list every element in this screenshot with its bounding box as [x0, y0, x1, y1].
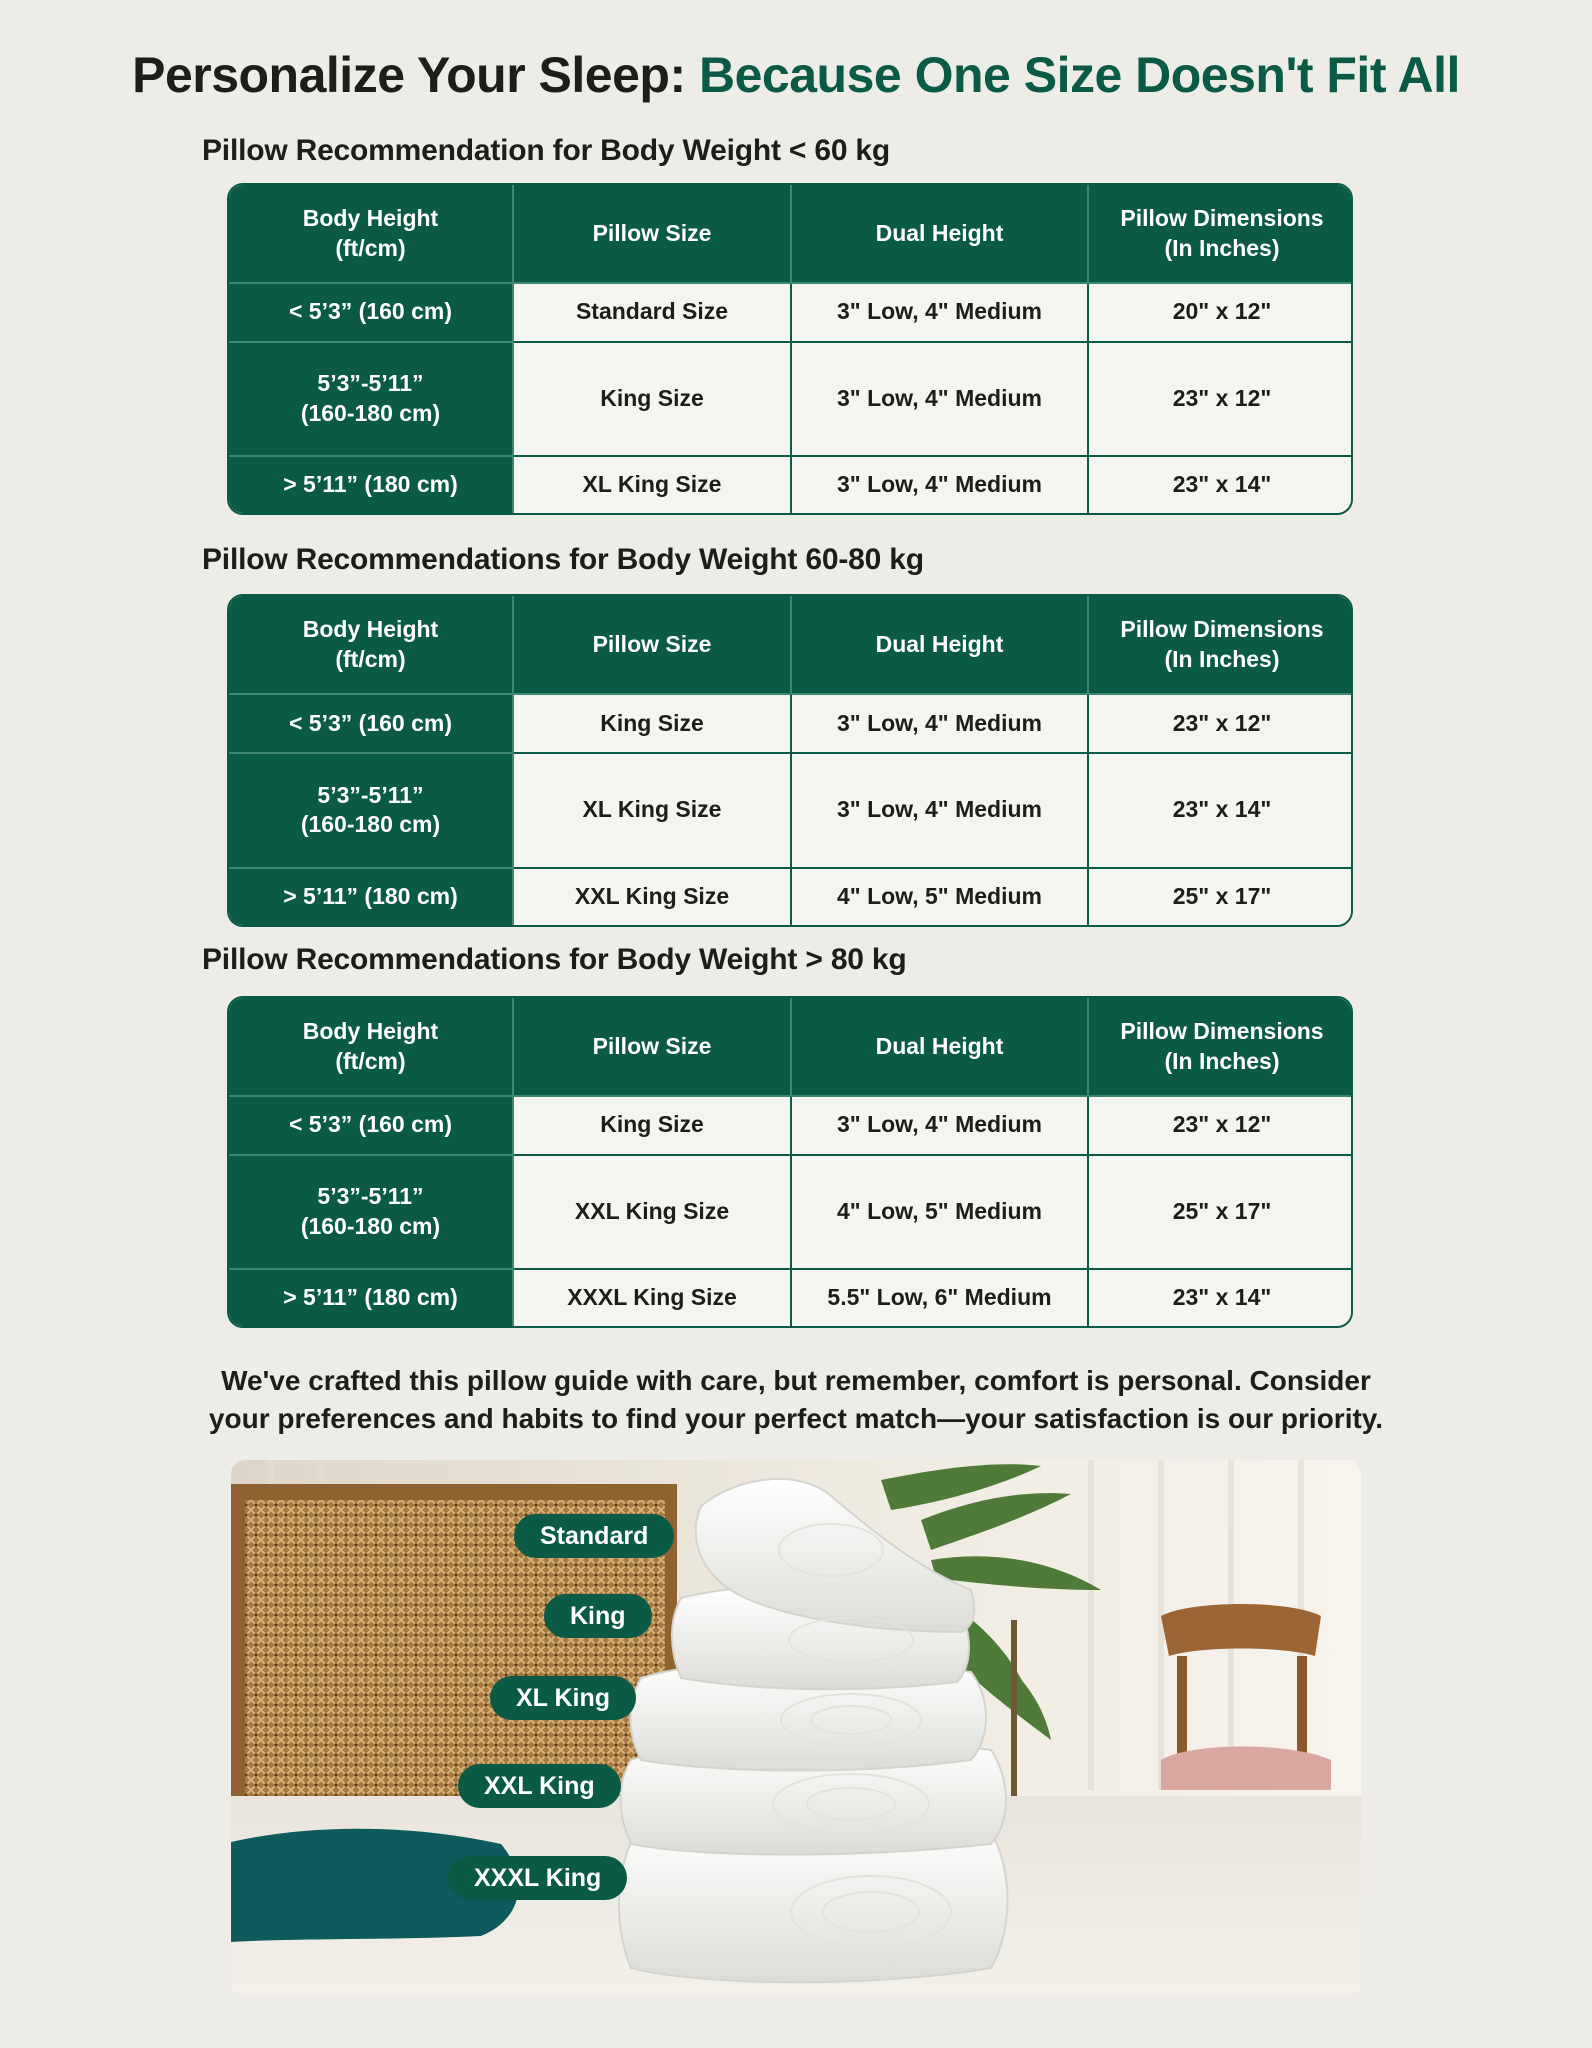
body-height-cell: 5’3”-5’11” (160-180 cm) [229, 753, 513, 868]
headline-accent: Because One Size Doesn't Fit All [699, 47, 1460, 103]
section-title-60-80: Pillow Recommendations for Body Weight 60-80 kg [202, 543, 924, 576]
table-row [229, 753, 1353, 868]
body-height-cell: < 5’3” (160 cm) [229, 283, 513, 342]
dual-height-cell: 4" Low, 5" Medium [791, 1155, 1088, 1269]
table-row [229, 694, 1353, 753]
pillow-label-xxl-king: XXL King [458, 1764, 621, 1808]
pillow-stack-illustration [231, 1460, 1361, 1996]
pillow-dimensions-cell: 23" x 12" [1088, 1096, 1353, 1155]
column-header: Pillow Size [513, 185, 791, 283]
dual-height-cell: 3" Low, 4" Medium [791, 753, 1088, 868]
header-row [229, 185, 1353, 283]
pillow-size-cell: King Size [513, 342, 791, 456]
pillow-dimensions-cell: 25" x 17" [1088, 1155, 1353, 1269]
pillow-label-standard: Standard [514, 1514, 674, 1558]
pillow-dimensions-cell: 23" x 14" [1088, 456, 1353, 513]
body-height-cell: < 5’3” (160 cm) [229, 1096, 513, 1155]
section-title-under-60: Pillow Recommendation for Body Weight < 60 kg [202, 134, 891, 167]
pillow-dimensions-cell: 23" x 12" [1088, 342, 1353, 456]
page-headline [0, 46, 1592, 104]
body-height-cell: 5’3”-5’11” (160-180 cm) [229, 1155, 513, 1269]
body-height-cell: > 5’11” (180 cm) [229, 1269, 513, 1326]
pillow-size-cell: King Size [513, 694, 791, 753]
pillow-label-xxxl-king: XXXL King [448, 1856, 627, 1900]
pillow-label-king: King [544, 1594, 652, 1638]
recommendation-table [229, 596, 1353, 925]
table-row [229, 1155, 1353, 1269]
pillow-size-cell: King Size [513, 1096, 791, 1155]
dual-height-cell: 3" Low, 4" Medium [791, 342, 1088, 456]
column-header: Pillow Dimensions (In Inches) [1088, 596, 1353, 694]
section-title-over-80: Pillow Recommendations for Body Weight > 80 kg [202, 943, 907, 976]
body-height-cell: > 5’11” (180 cm) [229, 868, 513, 925]
column-header: Pillow Dimensions (In Inches) [1088, 998, 1353, 1096]
column-header: Dual Height [791, 185, 1088, 283]
pillow-label-xl-king: XL King [490, 1676, 636, 1720]
body-height-cell: > 5’11” (180 cm) [229, 456, 513, 513]
pillow-dimensions-cell: 23" x 12" [1088, 694, 1353, 753]
table-row [229, 1269, 1353, 1326]
column-header: Pillow Dimensions (In Inches) [1088, 185, 1353, 283]
table-over-80 [227, 996, 1353, 1328]
table-row [229, 868, 1353, 925]
pillow-dimensions-cell: 25" x 17" [1088, 868, 1353, 925]
dual-height-cell: 3" Low, 4" Medium [791, 456, 1088, 513]
body-height-cell: 5’3”-5’11” (160-180 cm) [229, 342, 513, 456]
care-note [0, 1362, 1592, 1438]
table-row [229, 283, 1353, 342]
pillow-stack-photo [231, 1460, 1361, 1996]
pillow-size-cell: XL King Size [513, 456, 791, 513]
table-row [229, 342, 1353, 456]
dual-height-cell: 3" Low, 4" Medium [791, 694, 1088, 753]
dual-height-cell: 4" Low, 5" Medium [791, 868, 1088, 925]
table-row [229, 1096, 1353, 1155]
pillow-size-cell: Standard Size [513, 283, 791, 342]
column-header: Pillow Size [513, 998, 791, 1096]
column-header: Body Height (ft/cm) [229, 998, 513, 1096]
dual-height-cell: 5.5" Low, 6" Medium [791, 1269, 1088, 1326]
column-header: Pillow Size [513, 596, 791, 694]
pillow-size-cell: XXL King Size [513, 868, 791, 925]
care-note-line-1: We've crafted this pillow guide with care, but remember, comfort is personal. Consider [221, 1365, 1371, 1396]
dual-height-cell: 3" Low, 4" Medium [791, 283, 1088, 342]
pillow-size-cell: XL King Size [513, 753, 791, 868]
recommendation-table [229, 998, 1353, 1326]
column-header: Body Height (ft/cm) [229, 185, 513, 283]
table-row [229, 456, 1353, 513]
dual-height-cell: 3" Low, 4" Medium [791, 1096, 1088, 1155]
pillow-size-cell: XXL King Size [513, 1155, 791, 1269]
header-row [229, 998, 1353, 1096]
column-header: Dual Height [791, 596, 1088, 694]
pillow-dimensions-cell: 20" x 12" [1088, 283, 1353, 342]
pillow-dimensions-cell: 23" x 14" [1088, 753, 1353, 868]
care-note-line-2: your preferences and habits to find your perfect match—your satisfaction is our priority. [208, 1403, 1384, 1435]
column-header: Dual Height [791, 998, 1088, 1096]
header-row [229, 596, 1353, 694]
recommendation-table [229, 185, 1353, 513]
table-under-60 [227, 183, 1353, 515]
body-height-cell: < 5’3” (160 cm) [229, 694, 513, 753]
pillow-size-cell: XXXL King Size [513, 1269, 791, 1326]
pillow-dimensions-cell: 23" x 14" [1088, 1269, 1353, 1326]
headline-lead: Personalize Your Sleep: [132, 47, 699, 103]
table-60-80 [227, 594, 1353, 927]
column-header: Body Height (ft/cm) [229, 596, 513, 694]
